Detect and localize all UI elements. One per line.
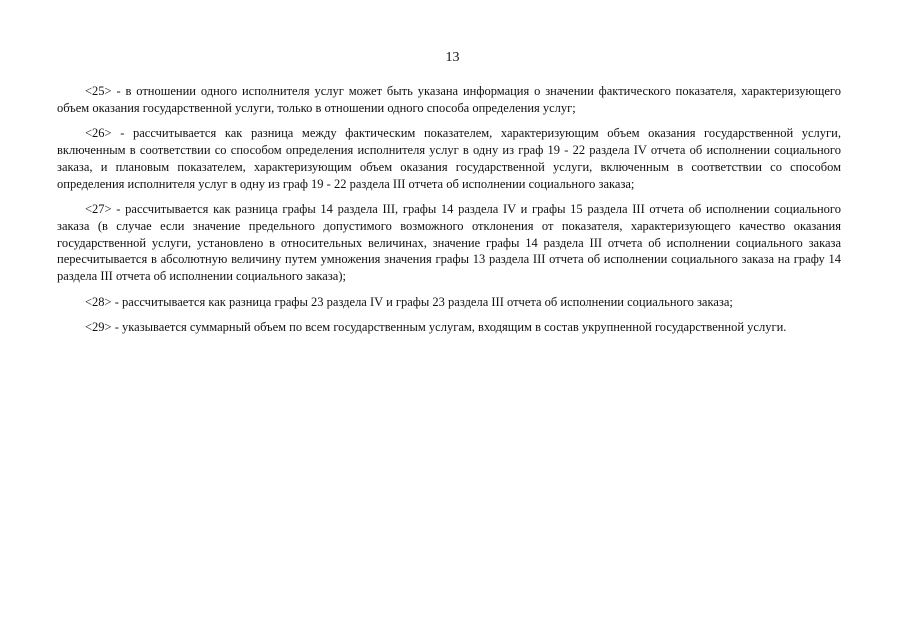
footnotes-block [57,83,841,345]
footnote-27 [57,201,841,285]
footnote-text: - рассчитывается как разница графы 14 раздела III, графы 14 раздела IV и графы 15 раздела III отчета об исполнении социального заказа (в случае если значение предельного допустимого возможного отклонения от показателя, характеризующего качество оказания государственной услуги, установлено в относительных величинах, значение графы 14 раздела III отчета об исполнении социального заказа пересчитывается в абсолютную величину путем умножения значения графы 13 раздела III отчета об исполнении социального заказа на графу 14 раздела III отчета об исполнении социального заказа); [57,202,841,284]
footnote-text: - в отношении одного исполнителя услуг может быть указана информация о значении фактического показателя, характеризующего объем оказания государственной услуги, только в отношении одного способа определения услуг; [57,84,841,115]
footnote-marker: <26> [85,126,112,141]
page-number: 13 [445,50,460,65]
footnote-29 [57,319,841,336]
footnote-text: - указывается суммарный объем по всем государственным услугам, входящим в состав укрупненной государственной услуги. [111,320,787,335]
footnote-marker: <28> [85,294,112,309]
footnote-text: - рассчитывается как разница между фактическим показателем, характеризующим объем оказания государственной услуги, включенным в соответствии со способом определения исполнителя услуг в одну из граф 19 - 22 раздела IV отчета об исполнении социального заказа, и плановым показателем, характеризующим объем оказания государственной услуги, включенным в соответствии со способом определения исполнителя услуг в одну из граф 19 - 22 раздела III отчета об исполнении социального заказа; [57,126,841,191]
footnote-marker: <29> [85,320,112,335]
footnote-marker: <25> [85,84,112,98]
footnote-marker: <27> [85,202,112,217]
footnote-text: - рассчитывается как разница графы 23 раздела IV и графы 23 раздела III отчета об исполнении социального заказа; [111,294,733,309]
footnote-26 [57,125,841,192]
footnote-25 [57,83,841,116]
footnote-28 [57,294,841,311]
